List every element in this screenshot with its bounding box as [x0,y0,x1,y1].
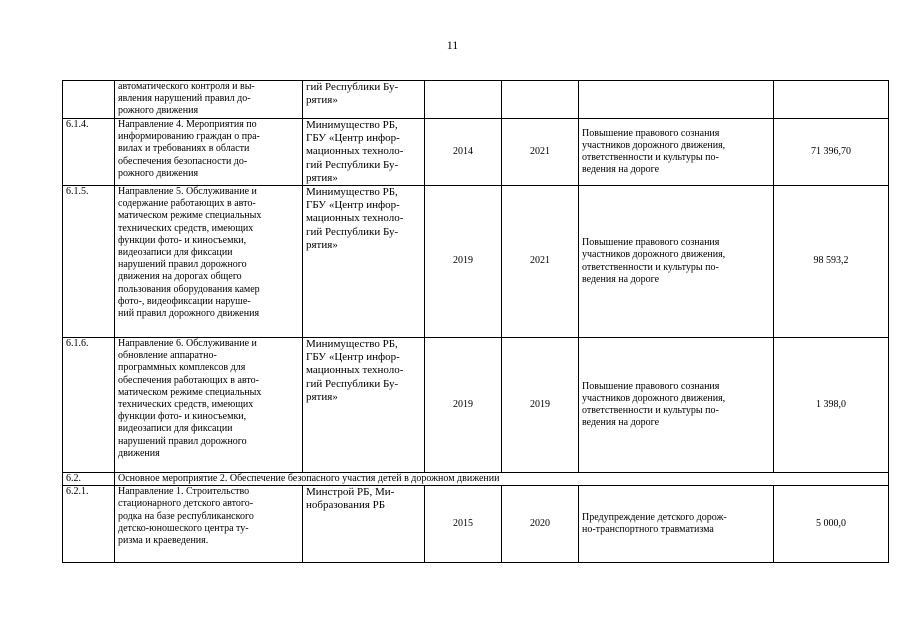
executor-text: Минимущество РБ, ГБУ «Центр инфор- мационных техноло- гий Республики Бу- рятия» [306,119,404,184]
expected-result: Повышение правового сознания участников дорожного движения, ответственности и культуры по- ведения на дороге [579,119,774,186]
executor-text: гий Республики Бу- рятия» [306,81,399,107]
expected-result [579,81,774,119]
section-number: 6.2. [63,473,115,486]
start-year [425,81,502,119]
page-number: 11 [446,38,459,52]
end-year: 2021 [502,119,579,186]
funding-amount: 98 593,2 [774,186,889,338]
row-number [63,81,115,119]
row-number: 6.1.4. [63,119,115,186]
executor [303,186,425,338]
measure-name [115,119,303,186]
funding-amount [774,81,889,119]
end-year: 2020 [502,486,579,563]
end-year: 2019 [502,338,579,473]
table-row [63,486,889,563]
program-table [62,80,889,563]
section-title: Основное мероприятие 2. Обеспечение безопасного участия детей в дорожном движении [115,473,889,486]
executor-text: Минимущество РБ, ГБУ «Центр инфор- мационных техноло- гий Республики Бу- рятия» [306,338,404,403]
measure-name-text: Направление 1. Строительство стационарного детского автого- родка на базе республиканского детско-юношеского центра ту- ризма и краеведения. [118,486,254,547]
start-year: 2014 [425,119,502,186]
table-row [63,186,889,338]
executor [303,81,425,119]
measure-name [115,81,303,119]
executor [303,338,425,473]
funding-amount: 1 398,0 [774,338,889,473]
measure-name [115,486,303,563]
expected-result: Предупреждение детского дорож- но-транспортного травматизма [579,486,774,563]
table-row [63,119,889,186]
measure-name-text: Направление 5. Обслуживание и содержание работающих в авто- матическом режиме специальных технических средств, имеющих функции фото- и киносъемки, видеозаписи для фиксации нарушений правил дорожного движения на дорогах общего пользования оборудования камер фото-, видеофиксации наруше- ний правил дорожного движения [118,186,262,320]
measure-name-text: Направление 6. Обслуживание и обновление аппаратно- программных комплексов для обеспечения работающих в авто- матическом режиме специальных технических средств, имеющих функции фото- и киносъемки, видеозаписи для фиксации нарушений правил дорожного движения [118,338,262,459]
executor [303,486,425,563]
expected-result: Повышение правового сознания участников дорожного движения, ответственности и культуры по- ведения на дороге [579,338,774,473]
start-year: 2019 [425,186,502,338]
executor-text: Минстрой РБ, Ми- нобразования РБ [306,486,395,512]
row-number: 6.1.5. [63,186,115,338]
start-year: 2015 [425,486,502,563]
funding-amount: 5 000,0 [774,486,889,563]
row-number: 6.1.6. [63,338,115,473]
measure-name-text: Направление 4. Мероприятия по информированию граждан о пра- вилах и требованиях в области обеспечения безопасности до- рожного движения [118,119,260,179]
row-number: 6.2.1. [63,486,115,563]
executor-text: Минимущество РБ, ГБУ «Центр инфор- мационных техноло- гий Республики Бу- рятия» [306,186,404,251]
table-row [63,338,889,473]
start-year: 2019 [425,338,502,473]
measure-name [115,186,303,338]
end-year: 2021 [502,186,579,338]
section-row [63,473,889,486]
expected-result: Повышение правового сознания участников дорожного движения, ответственности и культуры по- ведения на дороге [579,186,774,338]
table-row [63,81,889,119]
executor [303,119,425,186]
funding-amount: 71 396,70 [774,119,889,186]
end-year [502,81,579,119]
measure-name [115,338,303,473]
measure-name-text: автоматического контроля и вы- явления нарушений правил до- рожного движения [118,81,255,117]
